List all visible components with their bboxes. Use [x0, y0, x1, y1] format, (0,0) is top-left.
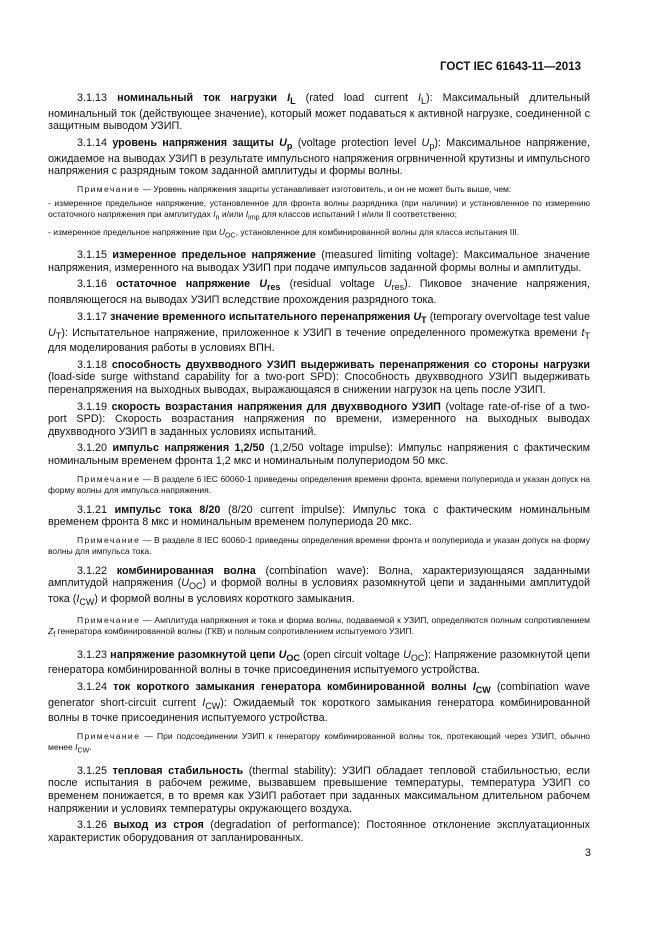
note-3-1-20: Примечание — В разделе 6 IEC 60060-1 приведены определения времени фронта, времени полупериода и указан допуск на форму волны для импульса напряжения.	[48, 473, 590, 495]
term-3-1-24: 3.1.24 ток короткого замыкания генератора комбинированной волны $I_{CW}$ (combination wave generator short-circuit current $I_{CW}$): Ожидаемый ток короткого замыкания генератора комбинированной волны в точке присоединения испытуемого устройства.	[48, 680, 590, 725]
term-3-1-25: 3.1.25 тепловая стабильность (thermal stability): УЗИП обладает тепловой стабильностью, если после испытания в рабочем режиме, вызвавшем превышение температуры, температура УЗИП со временем понижается, в то время как УЗИП работает при заданных максимальном длительном рабочем напряжении и условиях температуры окружающего воздуха.	[48, 764, 590, 815]
term-3-1-16: 3.1.16 остаточное напряжение $U_{res}$ (residual voltage $U_{res}$). Пиковое значение напряжения, появляющегося на выводах УЗИП вследствие прохождения разрядного тока.	[48, 278, 591, 307]
term-3-1-19: 3.1.19 скорость возрастания напряжения для двухвводного УЗИП (voltage rate-of-rise of a two-port SPD): Скорость возрастания напряжения по времени, измеренного на выходных выводах двухвводного УЗИП в заданных условиях испытаний.	[48, 400, 591, 438]
document-body	[48, 92, 590, 848]
note-3-1-14-item-1: - измеренное предельное напряжение, установленное для фронта волны разрядника (при наличии) и установленное по измерению остаточного напряжения при амплитудах $I_n$ и/или $I_{imp}$ для классов испытаний I и/или II соответственно;	[48, 197, 590, 222]
term-3-1-26: 3.1.26 выход из строя (degradation of performance): Постоянное отклонение эксплуатационных характеристик оборудования от запланированных.	[48, 819, 590, 844]
term-3-1-22: 3.1.22 комбинированная волна (combination wave): Волна, характеризующаяся заданными амплитудой напряжения $(U_{OC})$ и формой волны в условиях разомкнутой цепи и заданными амплитудой тока $(I_{CW})$ и формой волны в условиях короткого замыкания.	[48, 564, 590, 608]
term-3-1-20: 3.1.20 импульс напряжения 1,2/50 (1,2/50 voltage impulse): Импульс напряжения с фактическим номинальным временем фронта 1,2 мкс и номинальным полупериодом 50 мкс.	[48, 442, 591, 468]
term-3-1-17: 3.1.17 значение временного испытательного перенапряжения $U_T$ (temporary overvoltage test value $U_T$): Испытательное напряжение, приложенное к УЗИП в течение определенного промежутка времени $t_T$ для моделирования работы в условиях ВПН.	[48, 310, 591, 355]
term-3-1-23: 3.1.23 напряжение разомкнутой цепи $U_{OC}$ (open circuit voltage $U_{OC}$): Напряжение разомкнутой цепи генератора комбинированной волны в точке присоединения испытуемого устройства.	[48, 648, 591, 677]
term-3-1-21: 3.1.21 импульс тока 8/20 (8/20 current impulse): Импульс тока с фактическим номинальным временем фронта 8 мкс и номинальным временем полупериода 20 мкс.	[48, 503, 591, 529]
note-3-1-14-item-2: - измеренное предельное напряжение при $U_{OC}$, установленное для комбинированной волны для класса испытания III.	[48, 226, 520, 240]
note-3-1-21: Примечание — В разделе 8 IEC 60060-1 приведены определения времени фронта и полупериода и указан допуск на форму волны для импульса тока.	[48, 534, 590, 556]
term-3-1-14: 3.1.14 уровень напряжения защиты $U_p$ (voltage protection level $U_p$): Максимальное напряжение, ожидаемое на выводах УЗИП в результате импульсного напряжения огрвниченной крутизны и импульсного напряжения с разрядным током заданной амплитуды и формы волны.	[48, 136, 591, 178]
page-number: 3	[584, 847, 591, 859]
note-3-1-14: Примечание — Уровень напряжения защиты устанавливает изготовитель, и он не может быть выше, чем:	[77, 183, 512, 194]
term-3-1-15: 3.1.15 измеренное предельное напряжение (measured limiting voltage): Максимальное значение напряжения, измеренного на выводах УЗИП при подаче импульсов заданной формы волны и амплитуды.	[48, 249, 591, 274]
term-3-1-13: 3.1.13 номинальный ток нагрузки $I_L$ (rated load current $I_L$): Максимальный длительный номинальный ток (действующее значение), который может подаваться к активной нагрузке, соединенной с защитным выводом УЗИП.	[48, 92, 590, 133]
standard-code: ГОСТ IEC 61643-11—2013	[440, 61, 581, 73]
note-3-1-24: Примечание — При подсоединении УЗИП к генератору комбинированной волны ток, протекающий через УЗИП, обычно менее $I_{CW}$.	[48, 731, 590, 755]
note-3-1-22: Примечание — Амплитуда напряжения и тока и форма волны, подаваемой к УЗИП, определяются полным сопротивлением $Z_f$ генератора комбинированной волны (ГКВ) и полным сопротивлением испытуемого УЗИП.	[48, 614, 590, 639]
term-3-1-18: 3.1.18 способность двухвводного УЗИП выдерживать перенапряжения со стороны нагрузки (load-side surge withstand capability for a two-port SPD): Способность двухвводного УЗИП выдерживать перенапряжения на выходных выводах, выражающаяся в снижении нагрузок на цепь после УЗИП.	[48, 358, 590, 397]
